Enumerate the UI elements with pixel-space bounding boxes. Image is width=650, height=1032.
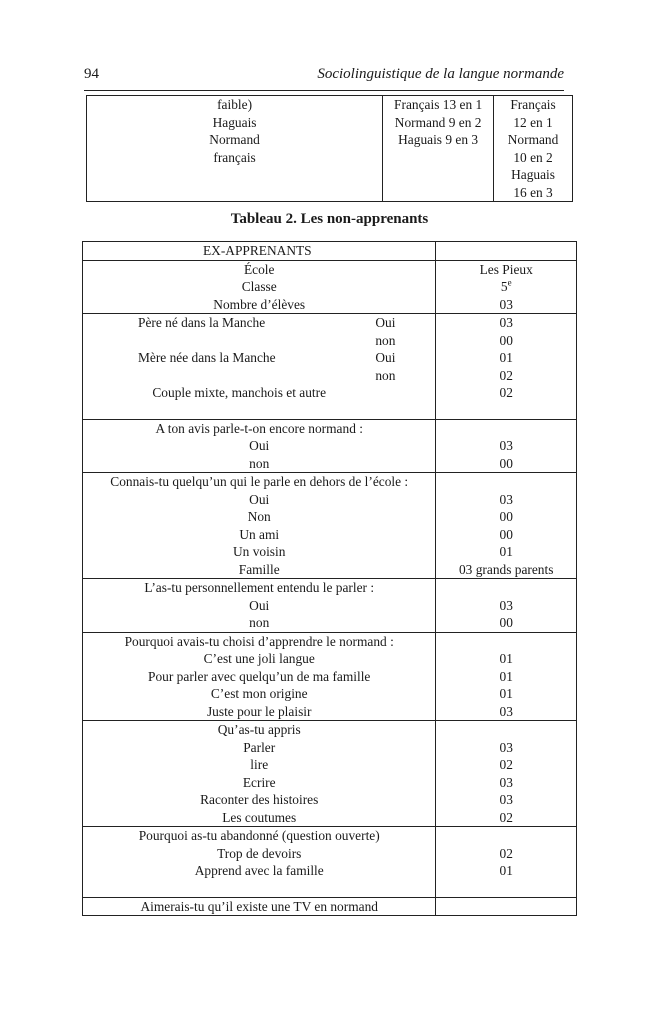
page-number: 94 [84, 66, 99, 82]
section-school: École Classe Nombre d’élèves Les Pieux 5e 03 [83, 260, 577, 314]
table-caption: Tableau 2. Les non-apprenants [230, 211, 429, 227]
table-header-row [83, 242, 577, 261]
top-col1: faible) Haguais Normand français [87, 96, 383, 202]
continued-table [86, 95, 573, 202]
header-empty [436, 242, 577, 261]
class-value: 5e [500, 278, 512, 294]
section-learned: Qu’as-tu appris Parler lire Ecrire Raconter des histoires Les coutumes 03 02 03 03 02 [83, 721, 577, 827]
section-why-learn: Pourquoi avais-tu choisi d’apprendre le normand : C’est une joli langue Pour parler avec quelqu’un de ma famille C’est mon origine Juste pour le plaisir 01 01 01 03 [83, 632, 577, 721]
section-heard-speak: L’as-tu personnellement entendu le parler : Oui non 03 00 [83, 579, 577, 633]
non-learners-table [82, 241, 577, 916]
header-ex-apprenants: EX-APPRENANTS [83, 242, 436, 261]
section-tv: Aimerais-tu qu’il existe une TV en normand [83, 897, 577, 916]
running-title: Sociolinguistique de la langue normande [317, 66, 564, 82]
section-why-quit: Pourquoi as-tu abandonné (question ouverte) Trop de devoirs Apprend avec la famille 02 01 [83, 827, 577, 898]
page-header [84, 66, 564, 91]
section-know-speaker: Connais-tu quelqu’un qui le parle en dehors de l’école : Oui Non Un ami Un voisin Famille 03 00 00 01 03 grands parents [83, 473, 577, 579]
top-col3: Français 12 en 1 Normand 10 en 2 Haguais 16 en 3 [494, 96, 573, 202]
top-col2: Français 13 en 1 Normand 9 en 2 Haguais 9 en 3 [383, 96, 494, 202]
section-parents: Père né dans la Manche Oui non Mère née dans la Manche Oui non Couple mixte, manchois et autre 03 00 01 02 02 [83, 314, 577, 420]
section-still-spoken: A ton avis parle-t-on encore normand : Oui non 03 00 [83, 419, 577, 473]
